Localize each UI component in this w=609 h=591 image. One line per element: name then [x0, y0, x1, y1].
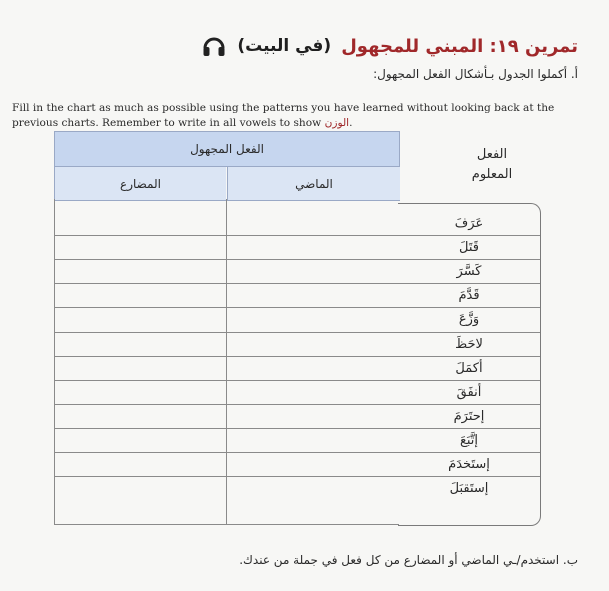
- active-verb-cell: وَزَّعَ: [458, 311, 480, 327]
- passive-header-block: [54, 131, 400, 201]
- instruction-period: .: [349, 117, 353, 129]
- active-verb-cell: كَسَّرَ: [456, 263, 482, 279]
- instruction-arabic: أ. أكملوا الجدول بـأشكال الفعل المجهول:: [373, 67, 578, 81]
- active-verb-cell: إستَخدَمَ: [448, 456, 490, 472]
- active-verb-cell: لاحَظَ: [455, 336, 483, 352]
- active-verb-cell: إحتَرَمَ: [453, 408, 485, 424]
- active-verb-cell: قَتَلَ: [459, 239, 479, 255]
- exercise-title: [201, 33, 578, 59]
- active-header-line2: المعلوم: [471, 167, 513, 182]
- active-verb-cell: أنفَقَ: [456, 384, 482, 400]
- present-column-header: المضارع: [55, 167, 226, 200]
- active-verb-cell: إستَقبَلَ: [449, 480, 489, 496]
- part-b-instruction: ب. استخدم/ـي الماضي أو المضارع من كل فعل في جملة من عندك.: [239, 553, 578, 567]
- instruction-english-text: Fill in the chart as much as possible using the patterns you have learned without looking back at the previous charts. Remember to write in all vowels to show: [12, 102, 555, 129]
- active-verb-cell: إتَّبَعَ: [459, 432, 479, 448]
- headphones-icon[interactable]: [201, 33, 227, 59]
- exercise-title-label: تمرين ١٩: المبني للمجهول: [341, 35, 578, 57]
- active-verb-cell: أكمَلَ: [455, 360, 483, 376]
- past-column-header: الماضي: [227, 167, 400, 200]
- instruction-english: [12, 101, 577, 131]
- active-verb-cell: عَرَفَ: [454, 215, 484, 231]
- active-header-line1: الفعل: [476, 147, 508, 162]
- passive-header: الفعل المجهول: [55, 132, 399, 167]
- active-column-header: [427, 145, 557, 185]
- exercise-title-note: (في البيت): [237, 36, 332, 56]
- instruction-wazn: الوزن: [324, 117, 350, 129]
- active-verb-cell: قَدَّمَ: [458, 287, 480, 303]
